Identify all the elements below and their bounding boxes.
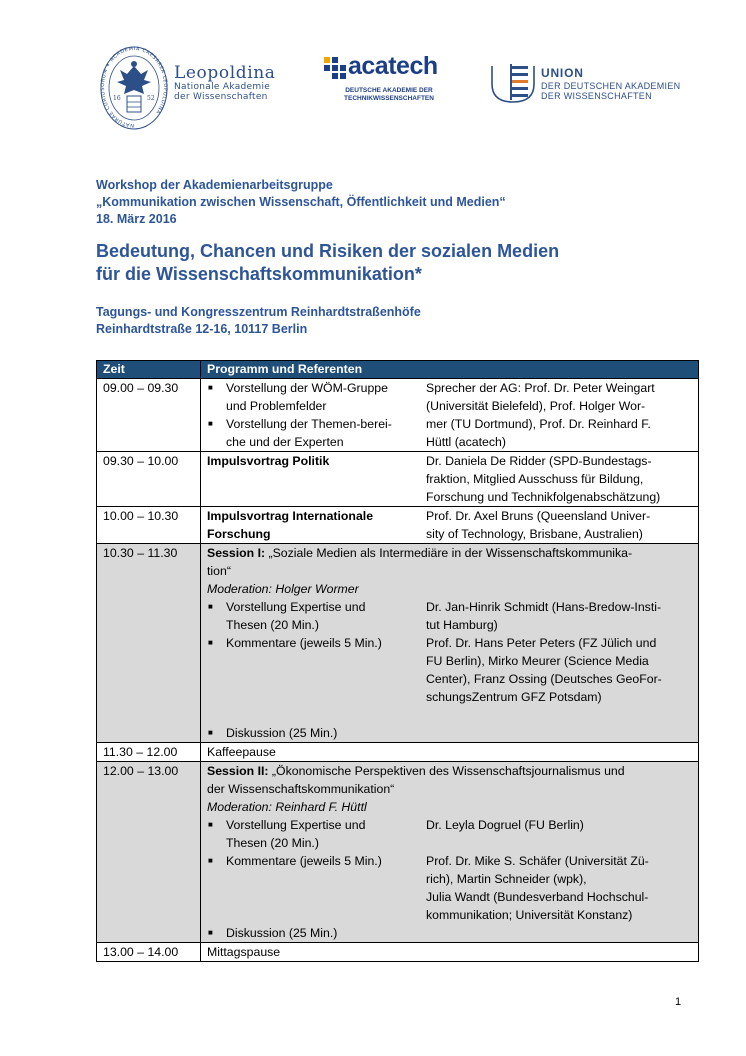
leopoldina-subtitle-1: Nationale Akademie (174, 82, 271, 92)
union-logo-text (541, 67, 680, 101)
time-cell: 11.30 – 12.00 (97, 743, 201, 762)
union-logo-mark (490, 62, 536, 104)
agenda-item: Kommentare (jeweils 5 Min.) (226, 636, 382, 650)
program-cell: Mittagspause (201, 943, 699, 962)
bullet-icon: ■ (208, 602, 213, 611)
svg-text:16: 16 (113, 95, 121, 102)
agenda-item: Impulsvortrag Politik (207, 454, 330, 468)
speaker-line: schungsZentrum GFZ Potsdam) (426, 690, 602, 704)
session-label: Session II: (207, 764, 269, 778)
agenda-item: Vorstellung der WÖM-Gruppe (226, 381, 388, 395)
table-row (97, 452, 699, 507)
time-cell: 12.00 – 13.00 (97, 762, 201, 943)
acatech-subtitle-2: TECHNIKWISSENSCHAFTEN (344, 95, 434, 102)
speaker-line: Center), Franz Ossing (Deutsches GeoFor- (426, 672, 662, 686)
speaker-line: mer (TU Dortmund), Prof. Dr. Reinhard F. (426, 417, 651, 431)
svg-text:NATURAE CURIOSORUM ✶ ACADEMIA: NATURAE CURIOSORUM ✶ ACADEMIA CAESAREA LEOPOLDINA (100, 45, 168, 129)
moderation: Moderation: Holger Wormer (207, 582, 359, 596)
time-cell: 13.00 – 14.00 (97, 943, 201, 962)
session-title: „Soziale Medien als Intermediäre in der Wissenschaftskommunika- (265, 546, 633, 560)
event-date: 18. März 2016 (96, 212, 177, 226)
speaker-line: Julia Wandt (Bundesverband Hochschul- (426, 890, 649, 904)
speaker-line: FU Berlin), Mirko Meurer (Science Media (426, 654, 649, 668)
session-title-cont: der Wissenschaftskommunikation“ (207, 782, 395, 796)
program-cell (201, 507, 699, 544)
speaker-line: kommunikation; Universität Konstanz) (426, 908, 633, 922)
agenda-item: Diskussion (25 Min.) (226, 926, 338, 940)
moderation: Moderation: Reinhard F. Hüttl (207, 800, 367, 814)
program-cell (201, 452, 699, 507)
bullet-icon: ■ (208, 856, 213, 865)
leopoldina-seal-logo (100, 44, 168, 132)
agenda-item: Diskussion (25 Min.) (226, 726, 338, 740)
session-label: Session I: (207, 546, 266, 560)
agenda-item: Vorstellung Expertise und (226, 818, 366, 832)
program-cell (201, 544, 699, 743)
leopoldina-subtitle-2: der Wissenschaften (174, 92, 268, 102)
leopoldina-logo-text (174, 64, 276, 102)
table-row (97, 379, 699, 452)
table-row (97, 507, 699, 544)
speaker-line: Dr. Jan-Hinrik Schmidt (Hans-Bredow-Insti- (426, 600, 662, 614)
time-cell: 10.00 – 10.30 (97, 507, 201, 544)
column-header-program: Programm und Referenten (201, 361, 699, 379)
speaker-line: rich), Martin Schneider (wpk), (426, 872, 587, 886)
table-row (97, 762, 699, 943)
table-row (97, 544, 699, 743)
speaker-line: Prof. Dr. Mike S. Schäfer (Universität Zü- (426, 854, 649, 868)
agenda-item-cont: Thesen (20 Min.) (226, 836, 319, 850)
union-subtitle-2: DER WISSENSCHAFTEN (541, 91, 652, 101)
acatech-logo-mark (324, 57, 346, 79)
agenda-item: Vorstellung Expertise und (226, 600, 366, 614)
speaker-line: tut Hamburg) (426, 618, 498, 632)
agenda-item-cont: und Problemfelder (226, 399, 327, 413)
speaker-line: Prof. Dr. Hans Peter Peters (FZ Jülich und (426, 636, 657, 650)
speaker-line: sity of Technology, Brisbane, Australien) (426, 527, 643, 541)
bullet-icon: ■ (208, 383, 213, 392)
venue-name: Tagungs- und Kongresszentrum Reinhardtstraßenhöfe (96, 305, 421, 319)
program-cell (201, 379, 699, 452)
group-title: „Kommunikation zwischen Wissenschaft, Öffentlichkeit und Medien“ (96, 195, 506, 209)
session-title-cont: tion“ (207, 564, 231, 578)
main-title-line-1: Bedeutung, Chancen und Risiken der sozialen Medien (96, 241, 560, 261)
venue-address: Reinhardtstraße 12-16, 10117 Berlin (96, 322, 308, 336)
agenda-item-cont: Thesen (20 Min.) (226, 618, 319, 632)
agenda-item: Impulsvortrag Internationale (207, 509, 374, 523)
bullet-icon: ■ (208, 419, 213, 428)
leopoldina-name: Leopoldina (174, 63, 276, 83)
bullet-icon: ■ (208, 728, 213, 737)
speaker-line: (Universität Bielefeld), Prof. Holger Wor- (426, 399, 646, 413)
time-cell: 09.30 – 10.00 (97, 452, 201, 507)
union-subtitle-1: DER DEUTSCHEN AKADEMIEN (541, 81, 681, 91)
workshop-line: Workshop der Akademienarbeitsgruppe (96, 178, 333, 192)
speaker-line: Forschung und Technikfolgenabschätzung) (426, 490, 661, 504)
acatech-logo-subtitle (322, 87, 456, 103)
time-cell: 10.30 – 11.30 (97, 544, 201, 743)
acatech-subtitle-1: DEUTSCHE AKADEMIE DER (345, 87, 433, 94)
program-cell (201, 762, 699, 943)
table-header-row (97, 361, 699, 379)
speaker-line: Hüttl (acatech) (426, 435, 506, 449)
time-cell: 09.00 – 09.30 (97, 379, 201, 452)
column-header-time: Zeit (97, 361, 201, 379)
program-table (96, 360, 699, 962)
agenda-item: Kommentare (jeweils 5 Min.) (226, 854, 382, 868)
main-title-line-2: für die Wissenschaftskommunikation* (96, 264, 422, 284)
speaker-line: Dr. Daniela De Ridder (SPD-Bundestags- (426, 454, 652, 468)
bullet-icon: ■ (208, 928, 213, 937)
table-row (97, 943, 699, 962)
agenda-item-cont: che und der Experten (226, 435, 344, 449)
bullet-icon: ■ (208, 638, 213, 647)
program-cell: Kaffeepause (201, 743, 699, 762)
speaker-line: fraktion, Mitglied Ausschuss für Bildung, (426, 472, 644, 486)
table-row (97, 743, 699, 762)
speaker-line: Prof. Dr. Axel Bruns (Queensland Univer- (426, 509, 651, 523)
union-title: UNION (541, 66, 584, 80)
bullet-icon: ■ (208, 820, 213, 829)
agenda-item: Vorstellung der Themen-berei- (226, 417, 392, 431)
acatech-logo-name: acatech (348, 52, 438, 80)
svg-text:52: 52 (147, 95, 155, 102)
speaker-line: Sprecher der AG: Prof. Dr. Peter Weingart (426, 381, 655, 395)
session-title: „Ökonomische Perspektiven des Wissenschaftsjournalismus und (268, 764, 625, 778)
agenda-item-cont: Forschung (207, 527, 271, 541)
speaker-line: Dr. Leyla Dogruel (FU Berlin) (426, 818, 584, 832)
page-number: 1 (675, 996, 682, 1008)
